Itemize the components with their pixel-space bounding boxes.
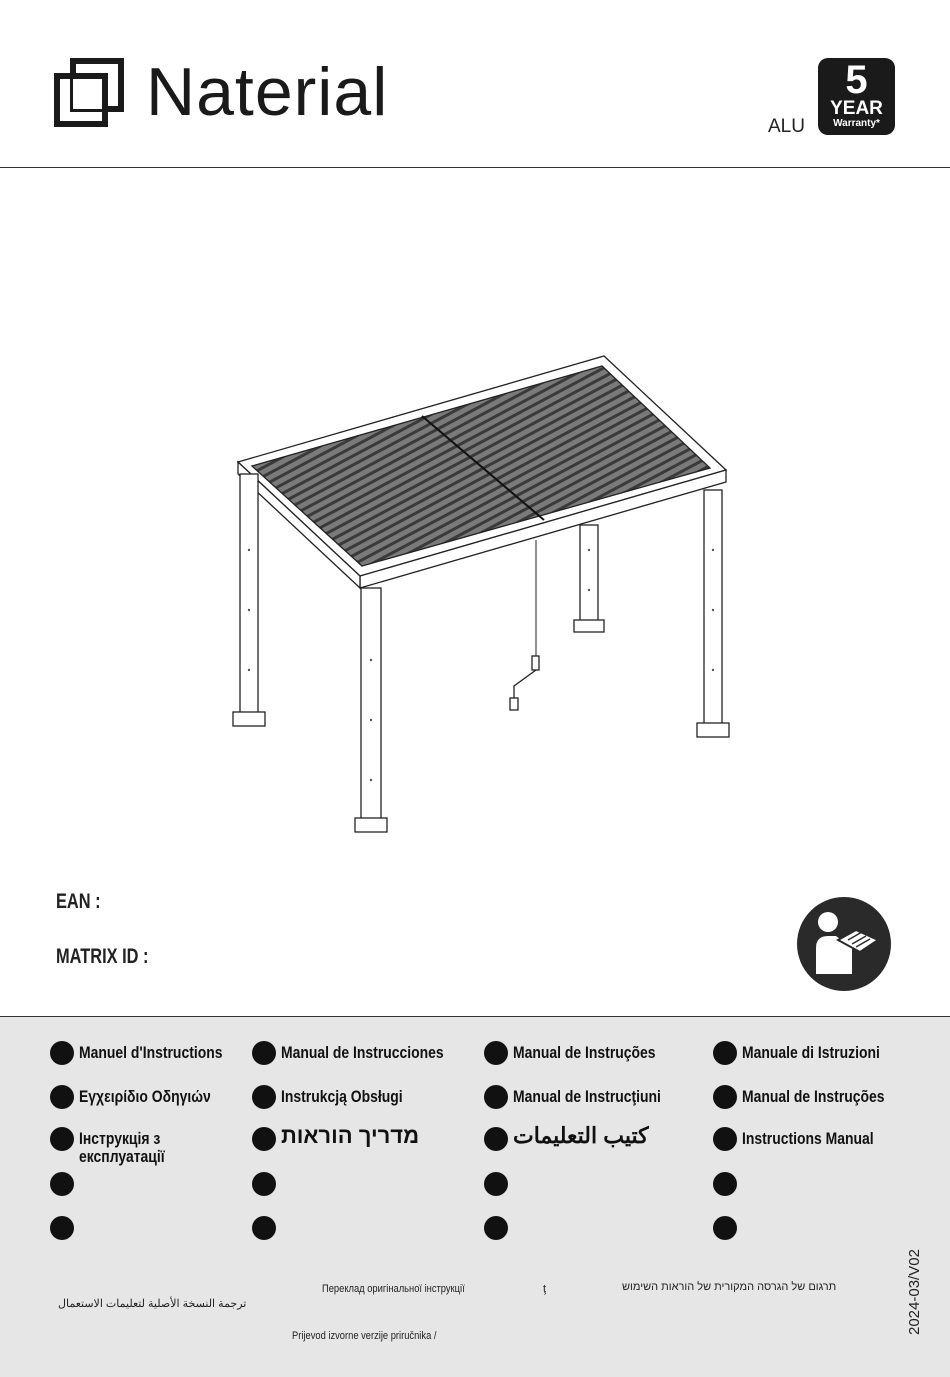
flag-dot (252, 1216, 276, 1240)
flag-dot (484, 1041, 508, 1065)
flag-dot (713, 1172, 737, 1196)
language-label: Instructions Manual (742, 1129, 874, 1148)
warranty-label: Warranty* (833, 118, 880, 129)
flag-dot (713, 1127, 737, 1151)
header (0, 0, 950, 168)
flag-dot (484, 1216, 508, 1240)
flag-dot (252, 1127, 276, 1151)
flag-dot (50, 1085, 74, 1109)
flag-dot (713, 1216, 737, 1240)
language-entry (252, 1123, 420, 1151)
language-entry (484, 1216, 513, 1240)
language-label: Manual de Instruções (742, 1087, 885, 1106)
language-label: Manual de Instrucţiuni (513, 1087, 661, 1106)
translation-mark: ţ (543, 1283, 547, 1295)
language-entry (50, 1041, 254, 1065)
document-version: 2024-03/V02 (906, 1249, 923, 1335)
language-label: Manual de Instruções (513, 1043, 656, 1062)
person-reading-manual-icon (796, 896, 892, 992)
language-label: كتيب التعليمات (513, 1123, 649, 1148)
flag-dot (252, 1172, 276, 1196)
language-entry (252, 1085, 429, 1109)
material-label: ALU (768, 116, 805, 137)
language-entry (484, 1085, 693, 1109)
language-entry (713, 1172, 742, 1196)
language-label: Manuel d'Instructions (79, 1043, 223, 1062)
language-entry (484, 1172, 513, 1196)
language-label: Εγχειρίδιο Οδηγιών (79, 1087, 211, 1106)
flag-dot (484, 1127, 508, 1151)
language-entry (484, 1123, 649, 1151)
language-entry (713, 1041, 910, 1065)
flag-dot (50, 1127, 74, 1151)
pergola-illustration (210, 340, 750, 850)
language-entry (484, 1041, 687, 1065)
brand-name: Naterial (146, 54, 389, 130)
language-label: Instrukcją Obsługi (281, 1087, 403, 1106)
language-footer (0, 1016, 950, 1377)
flag-dot (50, 1041, 74, 1065)
language-label: Manuale di Istruzioni (742, 1043, 880, 1062)
language-entry (713, 1085, 916, 1109)
language-entry (252, 1172, 281, 1196)
language-entry (252, 1041, 479, 1065)
warranty-badge (818, 58, 895, 135)
flag-dot (252, 1085, 276, 1109)
flag-dot (50, 1172, 74, 1196)
language-entry (50, 1085, 240, 1109)
language-entry (50, 1127, 199, 1166)
flag-dot (50, 1216, 74, 1240)
flag-dot (713, 1041, 737, 1065)
language-label: Інструкція з експлуатації (79, 1129, 165, 1166)
language-entry (50, 1172, 79, 1196)
matrix-id-label: MATRIX ID : (56, 945, 149, 968)
flag-dot (484, 1085, 508, 1109)
language-label: Manual de Instrucciones (281, 1043, 444, 1062)
flag-dot (713, 1085, 737, 1109)
language-entry (713, 1216, 742, 1240)
language-entry (713, 1127, 903, 1151)
flag-dot (484, 1172, 508, 1196)
croatian-translation-note: Prijevod izvorne verzije priručnika / (292, 1330, 437, 1342)
flag-dot (252, 1041, 276, 1065)
language-entry (252, 1216, 281, 1240)
naterial-logo-icon (54, 58, 124, 128)
arabic-translation-note: ترجمة النسخة الأصلية لتعليمات الاستعمال (58, 1298, 247, 1310)
ukrainian-translation-note: Переклад оригінальної інструкції (322, 1283, 465, 1295)
language-entry (50, 1216, 79, 1240)
hebrew-translation-note: תרגום של הגרסה המקורית של הוראות השימוש (622, 1281, 837, 1293)
ean-label: EAN : (56, 890, 101, 913)
warranty-unit: YEAR (830, 98, 883, 119)
warranty-number: 5 (845, 58, 868, 102)
language-label: מדריך הוראות (281, 1123, 420, 1148)
